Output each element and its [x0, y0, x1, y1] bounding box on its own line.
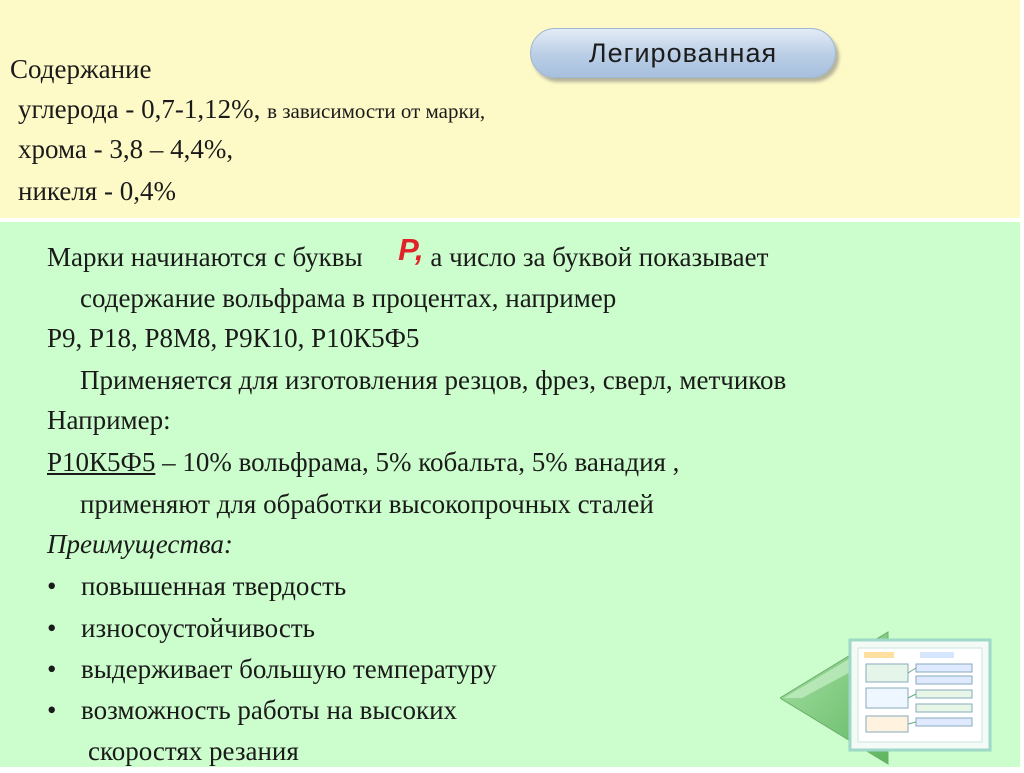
carbon-line: [18, 94, 485, 126]
example-label: Например:: [47, 405, 171, 435]
letter-p: Р,: [398, 232, 424, 267]
example-grade: Р10К5Ф5: [47, 447, 156, 477]
example-grade-composition: – 10% вольфрама, 5% кобальта, 5% ванадия ,: [155, 447, 680, 477]
list-item: [47, 654, 497, 684]
example-application-line: применяют для обработки высокопрочных сталей: [80, 489, 654, 519]
bullet-icon: •: [47, 571, 57, 601]
carbon-value: углерода - 0,7-1,12%,: [18, 94, 261, 124]
list-item: [47, 695, 457, 725]
heading-badge-label: Легированная: [588, 37, 778, 68]
back-arrow-icon: [780, 628, 995, 768]
bullet-icon: •: [47, 613, 57, 643]
nickel-line: никеля - 0,4%: [18, 176, 176, 206]
marks-intro-a: Марки начинаются с буквы: [47, 242, 363, 272]
tungsten-content-line: содержание вольфрама в процентах, например: [80, 283, 617, 313]
advantages-title: Преимущества:: [47, 529, 233, 559]
composition-label: Содержание: [10, 54, 152, 84]
list-item-text: повышенная твердость: [81, 571, 347, 601]
usage-line: Применяется для изготовления резцов, фрез, сверл, метчиков: [80, 365, 787, 395]
chromium-line: хрома - 3,8 – 4,4%,: [18, 134, 234, 164]
grade-examples-line: Р9, Р18, Р8М8, Р9К10, Р10К5Ф5: [47, 323, 420, 353]
heading-badge: [530, 28, 836, 78]
marks-intro-b: а число за буквой показывает: [430, 242, 769, 272]
list-item-text: износоустойчивость: [81, 613, 315, 643]
list-item-text: возможность работы на высоких: [81, 695, 458, 725]
list-item-continuation: скоростях резания: [88, 736, 299, 766]
marks-intro-line: [47, 232, 769, 272]
bullet-icon: •: [47, 695, 57, 725]
list-item: [47, 571, 346, 601]
list-item-text: выдерживает большую температуру: [81, 654, 497, 684]
back-navigation-button[interactable]: [780, 628, 995, 768]
example-grade-line: [47, 447, 679, 477]
carbon-note: в зависимости от марки,: [267, 99, 486, 123]
bullet-icon: •: [47, 654, 57, 684]
list-item: [47, 613, 315, 643]
